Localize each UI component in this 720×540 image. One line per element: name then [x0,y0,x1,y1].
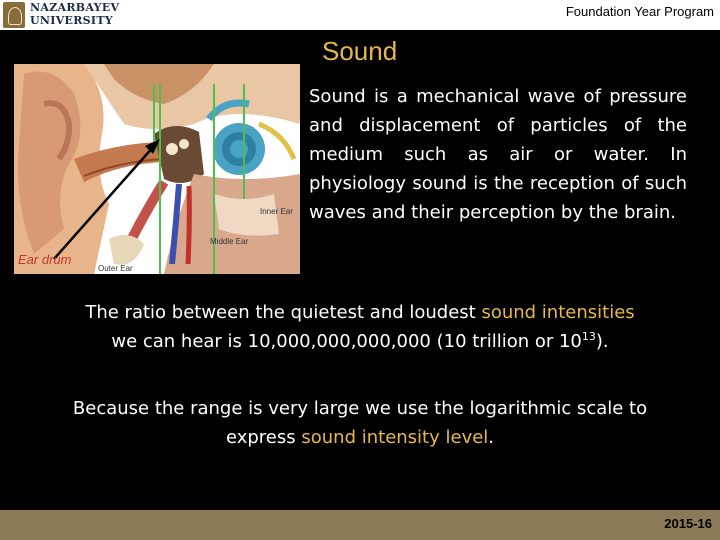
footer-bar [0,510,720,540]
university-logo [0,0,132,30]
ratio-text-2: we can hear is 10,000,000,000,000 (10 trillion or 10 [111,331,582,352]
log-scale-paragraph [0,394,720,452]
ear-illustration [14,64,300,274]
label-inner-ear: Inner Ear [260,207,293,216]
ratio-line-1 [0,298,720,327]
label-outer-ear: Outer Ear [98,264,133,273]
header-bar [0,0,720,30]
ratio-text-3: ). [595,331,609,352]
log-line-1: Because the range is very large we use the logarithmic scale to [72,398,648,419]
program-name: Foundation Year Program [565,4,714,19]
ratio-line-2 [0,327,720,356]
intensity-ratio-paragraph [0,298,720,356]
university-emblem-icon [3,2,25,28]
academic-year: 2015-16 [664,516,712,531]
ear-anatomy-figure [14,64,300,274]
log-text-2: express [225,427,302,448]
highlight-sound-intensities: sound intensities [481,302,635,323]
highlight-sound-intensity-level: sound intensity level [301,427,489,448]
label-middle-ear: Middle Ear [210,237,249,246]
slide-title: Sound [322,36,398,66]
logo-line1: NAZARBAYEV [30,1,120,14]
log-text-3: . [488,427,495,448]
exponent: 13 [581,330,596,343]
log-line-2 [0,423,720,452]
label-ear-drum: Ear drum [18,252,72,267]
logo-line2: UNIVERSITY [30,14,113,27]
intro-paragraph: Sound is a mechanical wave of pressure and displacement of particles of the medium such as air or water. In physiology sound is the reception of such waves and their perception by the brain. [309,86,687,223]
ratio-text-1: The ratio between the quietest and loudest [85,302,482,323]
